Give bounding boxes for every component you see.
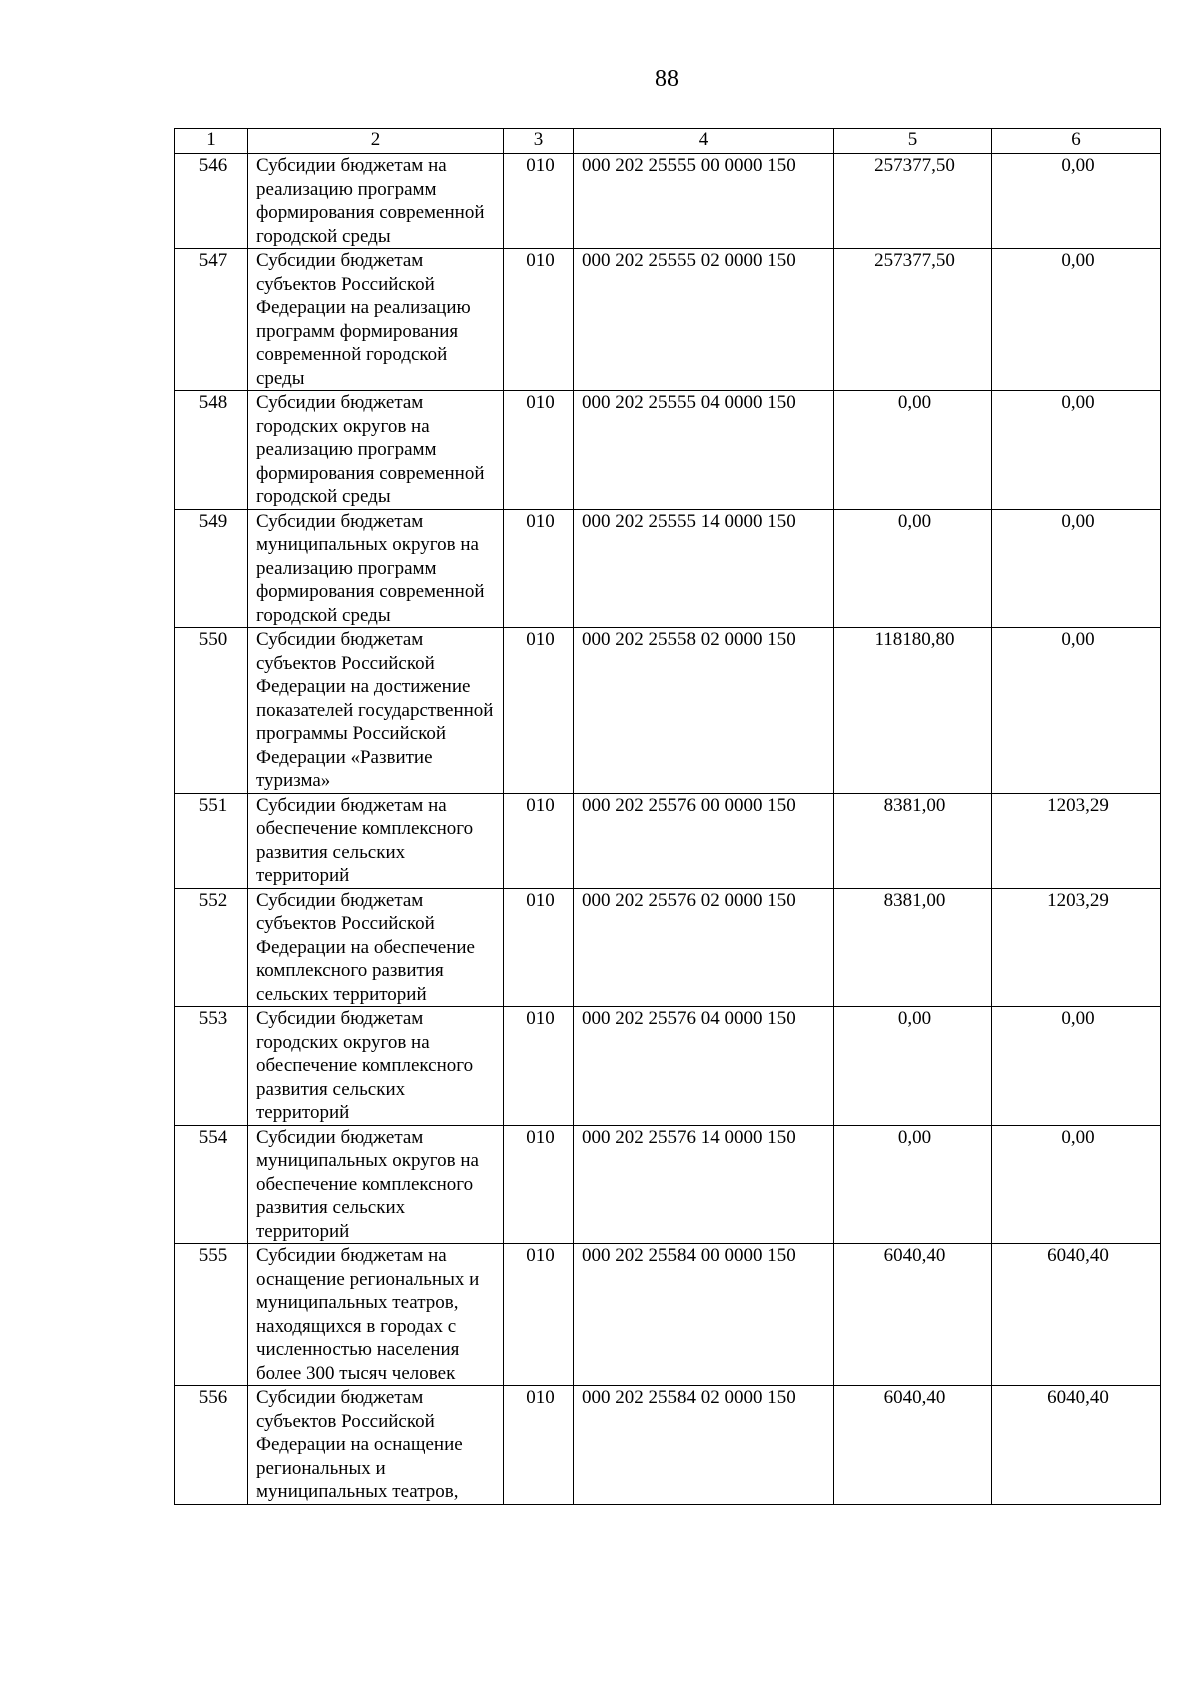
row-classification-code: 000 202 25555 04 0000 150 — [574, 391, 834, 510]
table-row — [175, 509, 1161, 628]
row-value-column-6: 0,00 — [992, 1125, 1161, 1244]
row-column-3-code: 010 — [504, 249, 574, 391]
row-number: 550 — [175, 628, 248, 794]
column-header-3: 3 — [504, 129, 574, 154]
row-classification-code: 000 202 25555 14 0000 150 — [574, 509, 834, 628]
row-name: Субсидии бюджетам субъектов Российской Федерации на обеспечение комплексного развития сельских территорий — [248, 888, 504, 1007]
row-number: 554 — [175, 1125, 248, 1244]
row-value-column-6: 0,00 — [992, 391, 1161, 510]
table-row — [175, 1007, 1161, 1126]
row-value-column-5: 8381,00 — [834, 793, 992, 888]
row-column-3-code: 010 — [504, 1125, 574, 1244]
row-value-column-6: 6040,40 — [992, 1244, 1161, 1386]
column-header-4: 4 — [574, 129, 834, 154]
row-name: Субсидии бюджетам городских округов на реализацию программ формирования современной городской среды — [248, 391, 504, 510]
row-value-column-6: 0,00 — [992, 509, 1161, 628]
row-value-column-5: 0,00 — [834, 1125, 992, 1244]
row-classification-code: 000 202 25576 00 0000 150 — [574, 793, 834, 888]
row-classification-code: 000 202 25576 04 0000 150 — [574, 1007, 834, 1126]
table-header — [175, 129, 1161, 154]
row-value-column-5: 6040,40 — [834, 1386, 992, 1505]
row-value-column-5: 8381,00 — [834, 888, 992, 1007]
table-row — [175, 1386, 1161, 1505]
row-value-column-6: 0,00 — [992, 154, 1161, 249]
row-column-3-code: 010 — [504, 1244, 574, 1386]
row-value-column-5: 0,00 — [834, 509, 992, 628]
header-row — [175, 129, 1161, 154]
row-value-column-5: 0,00 — [834, 1007, 992, 1126]
row-value-column-6: 0,00 — [992, 628, 1161, 794]
row-column-3-code: 010 — [504, 888, 574, 1007]
row-value-column-5: 6040,40 — [834, 1244, 992, 1386]
table-row — [175, 249, 1161, 391]
row-number: 549 — [175, 509, 248, 628]
table-row — [175, 391, 1161, 510]
table-row — [175, 154, 1161, 249]
row-classification-code: 000 202 25576 02 0000 150 — [574, 888, 834, 1007]
column-header-5: 5 — [834, 129, 992, 154]
row-column-3-code: 010 — [504, 628, 574, 794]
table-row — [175, 628, 1161, 794]
row-column-3-code: 010 — [504, 154, 574, 249]
row-value-column-6: 0,00 — [992, 249, 1161, 391]
table-row — [175, 1244, 1161, 1386]
row-name: Субсидии бюджетам на реализацию программ формирования современной городской среды — [248, 154, 504, 249]
row-number: 546 — [175, 154, 248, 249]
row-column-3-code: 010 — [504, 1007, 574, 1126]
column-header-2: 2 — [248, 129, 504, 154]
row-value-column-5: 257377,50 — [834, 249, 992, 391]
table-body — [175, 154, 1161, 1505]
row-value-column-6: 1203,29 — [992, 793, 1161, 888]
budget-table — [174, 128, 1161, 1505]
row-name: Субсидии бюджетам субъектов Российской Федерации на оснащение региональных и муниципальных театров, — [248, 1386, 504, 1505]
row-value-column-5: 0,00 — [834, 391, 992, 510]
row-name: Субсидии бюджетам субъектов Российской Федерации на реализацию программ формирования современной городской среды — [248, 249, 504, 391]
row-name: Субсидии бюджетам на обеспечение комплексного развития сельских территорий — [248, 793, 504, 888]
row-column-3-code: 010 — [504, 793, 574, 888]
row-number: 551 — [175, 793, 248, 888]
row-value-column-6: 6040,40 — [992, 1386, 1161, 1505]
row-number: 553 — [175, 1007, 248, 1126]
row-name: Субсидии бюджетам муниципальных округов на реализацию программ формирования современной городской среды — [248, 509, 504, 628]
row-column-3-code: 010 — [504, 509, 574, 628]
row-name: Субсидии бюджетам городских округов на обеспечение комплексного развития сельских территорий — [248, 1007, 504, 1126]
row-value-column-6: 1203,29 — [992, 888, 1161, 1007]
row-value-column-6: 0,00 — [992, 1007, 1161, 1126]
column-header-6: 6 — [992, 129, 1161, 154]
row-value-column-5: 118180,80 — [834, 628, 992, 794]
row-number: 548 — [175, 391, 248, 510]
row-classification-code: 000 202 25555 00 0000 150 — [574, 154, 834, 249]
table-row — [175, 793, 1161, 888]
column-header-1: 1 — [175, 129, 248, 154]
row-name: Субсидии бюджетам на оснащение региональных и муниципальных театров, находящихся в городах с численностью населения более 300 тысяч человек — [248, 1244, 504, 1386]
table-row — [175, 888, 1161, 1007]
row-number: 555 — [175, 1244, 248, 1386]
row-classification-code: 000 202 25576 14 0000 150 — [574, 1125, 834, 1244]
row-column-3-code: 010 — [504, 1386, 574, 1505]
row-number: 556 — [175, 1386, 248, 1505]
page-number: 88 — [655, 66, 679, 92]
row-name: Субсидии бюджетам субъектов Российской Федерации на достижение показателей государственной программы Российской Федерации «Развитие туризма» — [248, 628, 504, 794]
row-number: 552 — [175, 888, 248, 1007]
row-classification-code: 000 202 25584 00 0000 150 — [574, 1244, 834, 1386]
row-value-column-5: 257377,50 — [834, 154, 992, 249]
row-name: Субсидии бюджетам муниципальных округов на обеспечение комплексного развития сельских территорий — [248, 1125, 504, 1244]
table-row — [175, 1125, 1161, 1244]
row-classification-code: 000 202 25555 02 0000 150 — [574, 249, 834, 391]
row-classification-code: 000 202 25584 02 0000 150 — [574, 1386, 834, 1505]
row-number: 547 — [175, 249, 248, 391]
row-classification-code: 000 202 25558 02 0000 150 — [574, 628, 834, 794]
row-column-3-code: 010 — [504, 391, 574, 510]
